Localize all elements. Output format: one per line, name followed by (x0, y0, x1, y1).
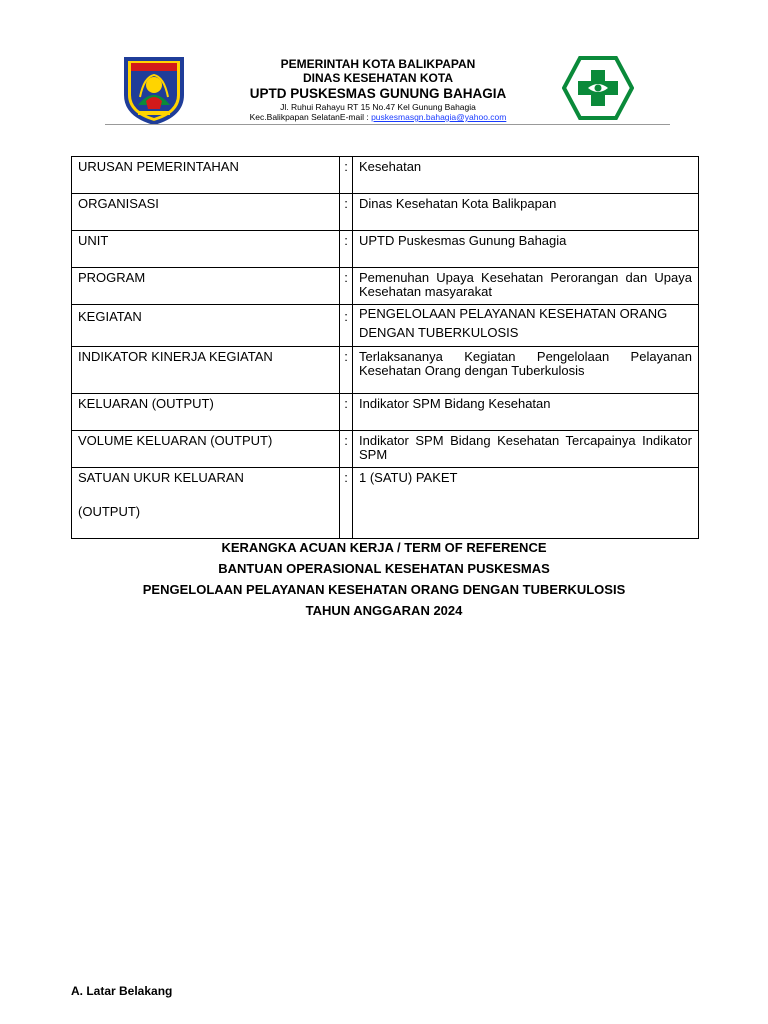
row-value: PENGELOLAAN PELAYANAN KESEHATAN ORANG DENGAN TUBERKULOSIS (353, 305, 699, 347)
row-separator: : (340, 268, 353, 305)
table-row (72, 394, 699, 431)
header-address: Jl. Ruhui Rahayu RT 15 No.47 Kel Gunung Bahagia (280, 102, 476, 113)
row-key: PROGRAM (72, 268, 340, 305)
row-key: VOLUME KELUARAN (OUTPUT) (72, 431, 340, 468)
letterhead-rule (105, 124, 670, 125)
table-row (72, 347, 699, 394)
row-separator: : (340, 431, 353, 468)
table-row (72, 468, 699, 539)
title-line-4: TAHUN ANGGARAN 2024 (305, 603, 463, 618)
row-key: ORGANISASI (72, 194, 340, 231)
row-value: Indikator SPM Bidang Kesehatan (353, 394, 699, 431)
row-key: INDIKATOR KINERJA KEGIATAN (72, 347, 340, 394)
table-row (72, 157, 699, 194)
row-key: KEGIATAN (72, 305, 340, 347)
row-key: KELUARAN (OUTPUT) (72, 394, 340, 431)
row-value: Pemenuhan Upaya Kesehatan Perorangan dan Upaya Kesehatan masyarakat (353, 268, 699, 305)
row-value: Terlaksananya Kegiatan Pengelolaan Pelayanan Kesehatan Orang dengan Tuberkulosis (353, 347, 699, 394)
row-separator: : (340, 231, 353, 268)
row-value: Indikator SPM Bidang Kesehatan Tercapainya Indikator SPM (353, 431, 699, 468)
contact-prefix: Kec.Balikpapan SelatanE-mail : (249, 111, 372, 122)
table-row (72, 194, 699, 231)
row-separator: : (340, 347, 353, 394)
row-value: Kesehatan (353, 157, 699, 194)
document-title (0, 540, 768, 624)
row-value: UPTD Puskesmas Gunung Bahagia (353, 231, 699, 268)
row-separator: : (340, 194, 353, 231)
row-separator: : (340, 157, 353, 194)
title-line-3: PENGELOLAAN PELAYANAN KESEHATAN ORANG DENGAN TUBERKULOSIS (142, 582, 626, 597)
row-value: Dinas Kesehatan Kota Balikpapan (353, 194, 699, 231)
section-heading: A. Latar Belakang (71, 984, 173, 998)
table-row (72, 231, 699, 268)
row-key-line2: (OUTPUT) (78, 503, 141, 519)
header-contact (200, 113, 556, 123)
puskesmas-emblem (562, 56, 634, 120)
letterhead (200, 58, 556, 123)
row-key: URUSAN PEMERINTAHAN (72, 157, 340, 194)
row-value: 1 (SATU) PAKET (353, 468, 699, 539)
table-row (72, 431, 699, 468)
table-row (72, 305, 699, 347)
email-link[interactable]: puskesmasgn.bahagia@yahoo.com (371, 111, 507, 122)
row-key-line1: SATUAN UKUR KELUARAN (78, 470, 244, 485)
row-separator: : (340, 305, 353, 347)
row-separator: : (340, 394, 353, 431)
header-government: PEMERINTAH KOTA BALIKPAPAN (280, 57, 476, 71)
table-row (72, 268, 699, 305)
header-department: DINAS KESEHATAN KOTA (303, 70, 453, 85)
row-key: UNIT (72, 231, 340, 268)
row-separator: : (340, 468, 353, 539)
title-line-1: KERANGKA ACUAN KERJA / TERM OF REFERENCE (221, 540, 547, 555)
row-key (72, 468, 340, 539)
kota-balikpapan-emblem (120, 55, 188, 125)
info-table (71, 156, 699, 539)
title-line-2: BANTUAN OPERASIONAL KESEHATAN PUSKESMAS (218, 561, 550, 576)
header-institution: UPTD PUSKESMAS GUNUNG BAHAGIA (249, 85, 507, 101)
